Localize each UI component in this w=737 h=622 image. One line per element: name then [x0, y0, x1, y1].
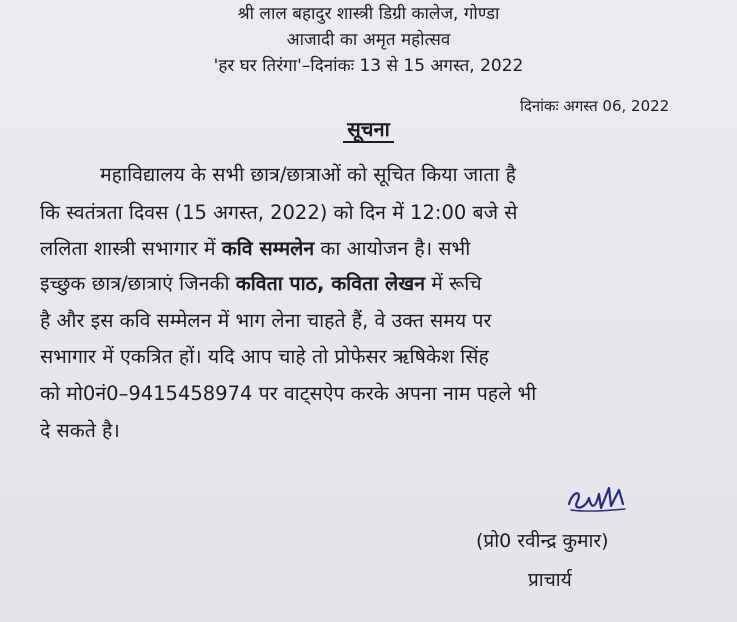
body-text: इच्छुक छात्र/छात्राएं जिनकी — [40, 272, 236, 295]
body-line-4 — [40, 271, 715, 297]
interest-highlight: कविता पाठ, कविता लेखन — [235, 272, 426, 295]
notice-title — [0, 116, 737, 142]
body-text: ललिता शास्त्री सभागार में — [40, 237, 222, 260]
campaign-line: 'हर घर तिरंगा'–दिनांकः 13 से 15 अगस्त, 2022 — [213, 56, 524, 76]
body-line-7: को मो0नं0–9415458974 पर वाट्सऐप करके अपना नाम पहले भी — [40, 382, 537, 405]
body-line-5: है और इस कवि सम्मेलन में भाग लेना चाहते हैं, वे उक्त समय पर — [40, 309, 492, 332]
signatory-name: (प्रो0 रवीन्द्र कुमार) — [476, 530, 609, 552]
body-text: का आयोजन है। सभी — [314, 237, 471, 260]
event-name: आजादी का अमृत महोत्सव — [286, 30, 451, 50]
notice-title-text: सूचना — [343, 117, 394, 143]
body-line-2: कि स्वतंत्रता दिवस (15 अगस्त, 2022) को दिन में 12:00 बजे से — [40, 201, 518, 224]
body-line-8: दे सकते है। — [40, 419, 120, 442]
signatory-role: प्राचार्य — [528, 569, 572, 591]
body-line-1: महाविद्यालय के सभी छात्र/छात्राओं को सूचित किया जाता है — [100, 163, 517, 186]
notice-date: दिनांकः अगस्त 06, 2022 — [520, 97, 670, 115]
body-line-3 — [40, 236, 715, 262]
body-line-6: सभागार में एकत्रित हों। यदि आप चाहे तो प्रोफेसर ऋषिकेश सिंह — [40, 345, 489, 368]
event-highlight: कवि सम्मलेन — [221, 237, 315, 260]
handwritten-signature — [565, 480, 635, 520]
body-text: में रूचि — [425, 272, 482, 295]
college-name: श्री लाल बहादुर शास्त्री डिग्री कालेज, गोण्डा — [237, 4, 500, 24]
